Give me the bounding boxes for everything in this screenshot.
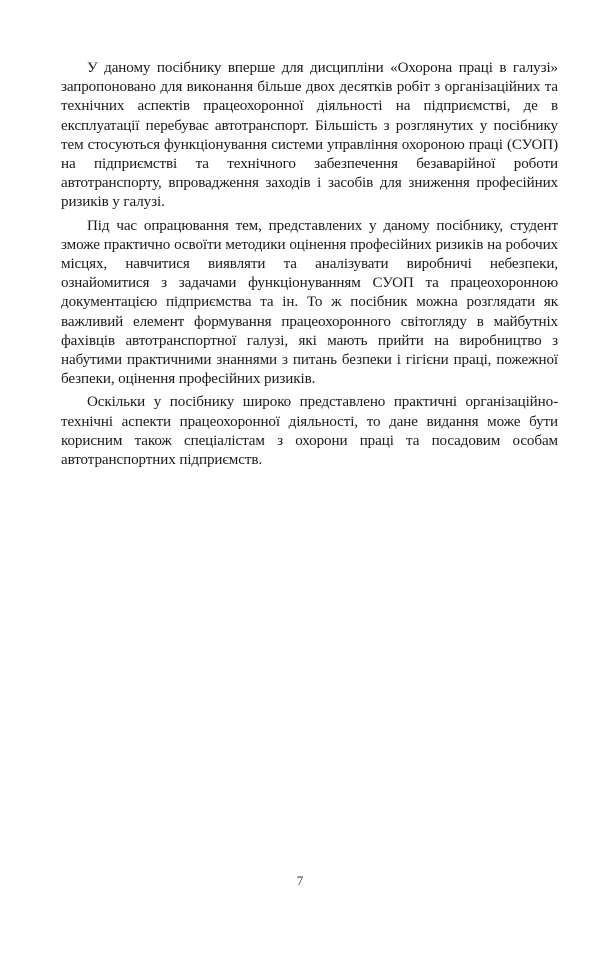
page-number: 7 xyxy=(296,873,304,888)
paragraph-intro: У даному посібнику вперше для дисципліни «Охорона праці в галузі» запропоновано для виконання більше двох десятків робіт з організаційних та технічних аспектів працеохоронної діяльності на підприємстві, де в експлуатації перебуває автотранспорт. Більшість з розглянутих у посібнику тем стосуються функціонування системи управління охороною праці (СУОП) на підприємстві та технічного забезпечення безаварійної роботи автотранспорту, впровадження заходів і засобів для зниження професійних ризиків у галузі. xyxy=(61,60,558,211)
paragraph-audience: Оскільки у посібнику широко представлено практичні організаційно-технічні аспекти працеохоронної діяльності, то дане видання може бути корисним також спеціалістам з охорони праці та посадовим особам автотранспортних підприємств. xyxy=(61,394,558,469)
document-body xyxy=(61,59,558,474)
paragraph-student-skills: Під час опрацювання тем, представлених у даному посібнику, студент зможе практично освоїти методики оцінення професійних ризиків на робочих місцях, навчитися виявляти та аналізувати виробничі небезпеки, ознайомитися з задачами функціонуванням СУОП та працеохоронною документацією підприємства та ін. То ж посібник можна розглядати як важливий елемент формування працеохоронного світогляду в майбутніх фахівців автотранспортної галузі, які мають прийти на виробництво з набутими практичними знаннями з питань безпеки і гігієни праці, пожежної безпеки, оцінення професійних ризиків. xyxy=(61,217,558,388)
